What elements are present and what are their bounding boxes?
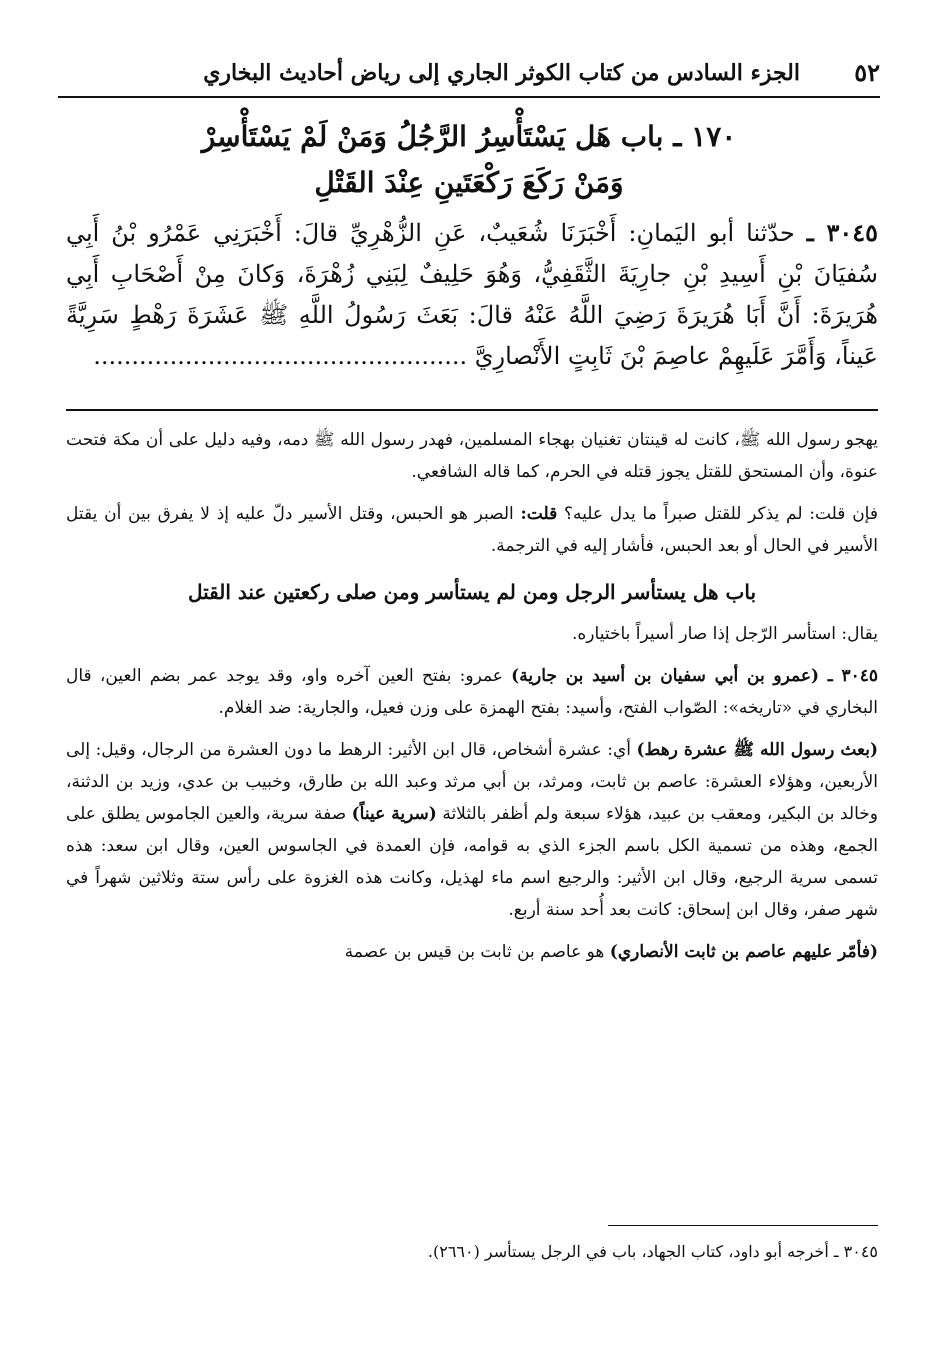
- hadith-number: ٣٠٤٥ ـ: [806, 218, 879, 247]
- commentary-paragraph: [66, 660, 878, 724]
- answer-label: قلت:: [520, 504, 558, 524]
- page-header: [58, 52, 880, 98]
- commentary-lemma: (فأمّر عليهم عاصم بن ثابت الأنصاري): [609, 942, 878, 962]
- commentary-text: صفة سرية، والعين الجاموس يطلق على الجمع، وهذه من تسمية الكل باسم الجزء الذي به قوامه، فإن العمدة في الجاسوس العين، وقال ابن سعد: هذه تسمى سرية الرجيع، وقال ابن الأثير: والرجيع اسم ماء لهذيل، وكانت هذه الغزوة على رأس ستة وثلاثين شهراً في شهر صفر، وقال ابن إسحاق: كانت بعد أُحد سنة أربع.: [66, 804, 878, 920]
- running-title: الجزء السادس من كتاب الكوثر الجاري إلى رياض أحاديث البخاري: [203, 60, 800, 86]
- commentary-lemma: (بعث رسول الله ﷺ عشرة رهط): [636, 740, 878, 760]
- commentary-paragraph: [66, 734, 878, 926]
- hadith-text: حدّثنا أبو اليَمانِ: أَخْبَرَنَا شُعَيبٌ، عَنِ الزُّهْرِيِّ قالَ: أَخْبَرَنِي عَمْرُو بْنُ أَبِي سُفيَانَ بْنِ أَسِيدِ بْنِ جارِيَةَ الثَّقَفِيُّ، وَهُوَ حَلِيفٌ لِبَنِي زُهْرَةَ، وَكانَ مِنْ أَصْحَابِ أَبِي هُرَيرَةَ: أَنَّ أَبَا هُرَيرَةَ رَضِيَ اللَّهُ عَنْهُ قالَ: بَعَثَ رَسُولُ اللَّهِ ﷺ عَشَرَةَ رَهْطٍ سَرِيَّةً عَيناً، وَأَمَّرَ عَلَيهِمْ عاصِمَ بْنَ ثَابِتٍ الأَنْصارِيَّ: [66, 219, 878, 370]
- commentary-paragraph: يهجو رسول الله ﷺ، كانت له قينتان تغنيان بهجاء المسلمين، فهدر رسول الله ﷺ دمه، وفيه دليل على أن مكة فتحت عنوة، وأن المستحق للقتل يجوز قتله في الحرم، كما قاله الشافعي.: [66, 430, 878, 482]
- commentary-lemma: ٣٠٤٥ ـ (عمرو بن أبي سفيان بن أسيد بن جارية): [511, 666, 879, 686]
- chapter-heading-line-1: ١٧٠ ـ باب هَل يَسْتَأْسِرُ الرَّجُلُ وَمَنْ لَمْ يَسْتَأْسِرْ: [201, 120, 737, 153]
- page-number: ٥٢: [854, 58, 880, 87]
- commentary-subheading: باب هل يستأسر الرجل ومن لم يستأسر ومن صلى ركعتين عند القتل: [187, 580, 757, 604]
- commentary-paragraph: [66, 498, 878, 562]
- footnote-separator: [608, 1225, 878, 1226]
- question-text: فإن قلت: لم يذكر للقتل صبراً ما يدل عليه؟: [563, 504, 878, 524]
- commentary-text: عمرو: بفتح العين آخره واو، وقد يوجد عمر بضم العين، قال البخاري في «تاريخه»: الصّواب الفتح، وأسيد: بفتح الهمزة على وزن فعيل، والجارية: ضد الغلام.: [66, 666, 878, 718]
- footnote: ٣٠٤٥ ـ أخرجه أبو داود، كتاب الجهاد، باب في الرجل يستأسر (٢٦٦٠).: [427, 1242, 878, 1261]
- commentary-paragraph: [66, 936, 878, 968]
- answer-text: الصبر هو الحبس، وقتل الأسير دلّ عليه إذ لا يفرق بين أن يقتل الأسير في الحال أو بعد الحبس، فأشار إليه في الترجمة.: [66, 504, 878, 556]
- chapter-heading: [100, 114, 838, 206]
- commentary-lemma: (سرية عيناً): [351, 804, 437, 824]
- chapter-heading-line-2: وَمَنْ رَكَعَ رَكْعَتَينِ عِنْدَ القَتْلِ: [314, 166, 624, 199]
- main-separator: [66, 409, 878, 411]
- hadith-text-block: [66, 212, 878, 377]
- commentary-text: هو عاصم بن ثابت بن قيس بن عصمة: [344, 942, 605, 962]
- hadith-continuation-dots: .................................................: [93, 342, 468, 370]
- commentary-paragraph: يقال: استأسر الرّجل إذا صار أسيراً باختياره.: [572, 624, 878, 644]
- commentary-text: أي: عشرة أشخاص، قال ابن الأثير: الرهط ما دون العشرة من الرجال، وقيل: إلى الأربعين، وهؤلاء العشرة: عاصم بن ثابت، ومرثد، بن أبي مرثد وعبد الله بن طارق، وخبيب بن عدي، وزيد بن الدثنة، وخالد بن البكير، ومعقب بن عبيد، هؤلاء سبعة ولم أظفر بالثلاثة: [66, 740, 879, 824]
- commentary-block: [66, 424, 878, 978]
